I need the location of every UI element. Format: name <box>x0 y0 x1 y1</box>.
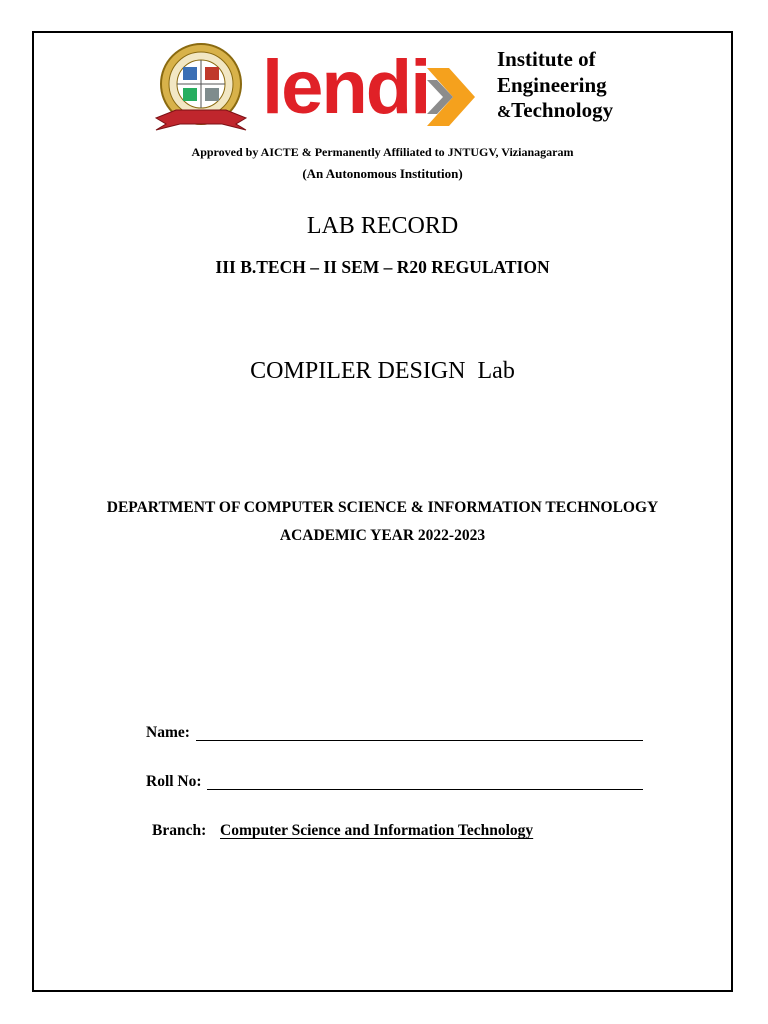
institute-seal-logo <box>146 40 256 140</box>
institute-name <box>497 47 613 125</box>
lendi-wordmark <box>262 44 477 136</box>
institute-ampersand: & <box>497 102 512 121</box>
institute-line-2: Engineering <box>497 72 607 97</box>
course-title: COMPILER DESIGN Lab <box>250 358 515 384</box>
approval-statement: Approved by AICTE & Permanently Affiliated to JNTUGV, Vizianagaram <box>191 145 574 159</box>
chevron-logo-icon <box>427 60 477 134</box>
regulation-subtitle: III B.TECH – II SEM – R20 REGULATION <box>215 257 550 277</box>
branch-value: Computer Science and Information Technology <box>220 822 534 839</box>
lendi-wordmark-text: lendi <box>262 45 430 130</box>
branch-label: Branch: <box>152 822 207 839</box>
name-field[interactable] <box>196 740 643 741</box>
institute-line-3: Technology <box>511 98 614 122</box>
institute-line-1: Institute of <box>497 47 596 71</box>
rollno-label: Roll No: <box>146 773 202 790</box>
page-title: LAB RECORD <box>306 213 459 239</box>
rollno-field[interactable] <box>207 789 643 790</box>
department-name: DEPARTMENT OF COMPUTER SCIENCE & INFORMATION TECHNOLOGY <box>106 499 659 516</box>
name-label: Name: <box>146 724 190 741</box>
autonomous-statement: (An Autonomous Institution) <box>302 166 463 181</box>
academic-year: ACADEMIC YEAR 2022-2023 <box>279 527 486 544</box>
